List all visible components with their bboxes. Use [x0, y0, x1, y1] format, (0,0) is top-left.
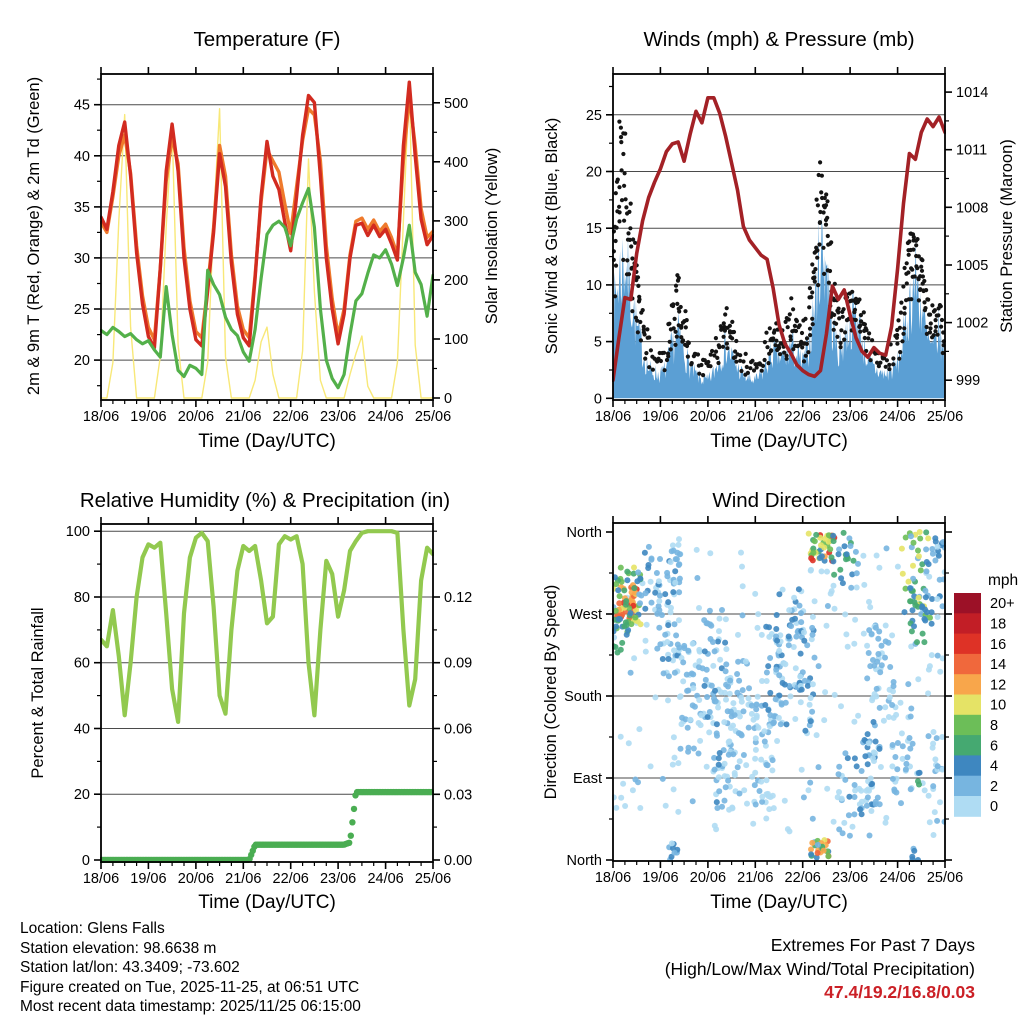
svg-text:South: South	[564, 689, 602, 705]
humidity-precip-x-axis-label: Time (Day/UTC)	[198, 892, 336, 913]
svg-text:22/06: 22/06	[272, 871, 309, 887]
svg-text:500: 500	[444, 95, 469, 112]
svg-text:80: 80	[73, 590, 90, 606]
winds-pressure-chart	[586, 67, 988, 425]
speed-colorbar	[954, 593, 1015, 817]
wind-left-axis-label: Sonic Wind & Gust (Blue, Black)	[543, 117, 561, 355]
temperature-chart-title: Temperature (F)	[193, 28, 341, 51]
extremes-title: Extremes For Past 7 Days	[770, 935, 975, 955]
svg-text:0: 0	[593, 391, 602, 408]
svg-text:45: 45	[73, 97, 90, 114]
svg-text:23/06: 23/06	[831, 870, 869, 886]
svg-text:6: 6	[990, 738, 999, 755]
svg-text:100: 100	[444, 332, 469, 348]
station-info-created: Figure created on Tue, 2025-11-25, at 06:51 UTC	[20, 978, 360, 996]
svg-text:0.03: 0.03	[444, 787, 473, 804]
temperature-chart	[74, 67, 468, 425]
svg-text:35: 35	[73, 199, 90, 216]
direction-left-axis-label: Direction (Colored By Speed)	[542, 584, 560, 800]
svg-text:25/06: 25/06	[414, 409, 452, 425]
series-total-rainfall	[98, 789, 435, 863]
svg-text:1014: 1014	[956, 85, 989, 102]
svg-text:22/06: 22/06	[272, 409, 309, 425]
humidity-precip-chart	[66, 517, 472, 887]
svg-text:25/06: 25/06	[926, 409, 964, 425]
svg-text:30: 30	[73, 250, 90, 267]
svg-text:24/06: 24/06	[879, 870, 916, 886]
svg-text:0.00: 0.00	[444, 853, 473, 869]
svg-text:20: 20	[73, 787, 90, 804]
svg-text:400: 400	[444, 154, 469, 171]
wind-direction-x-axis-label: Time (Day/UTC)	[710, 892, 848, 913]
station-info-timestamp: Most recent data timestamp: 2025/11/25 06:15:00	[20, 998, 361, 1016]
extremes-subtitle: (High/Low/Max Wind/Total Precipitation)	[664, 958, 975, 979]
svg-text:0: 0	[444, 391, 453, 407]
svg-text:25: 25	[585, 107, 602, 124]
series-2m-temperature	[101, 82, 433, 348]
svg-text:200: 200	[444, 272, 469, 289]
svg-text:1008: 1008	[956, 200, 989, 217]
svg-text:0: 0	[81, 853, 90, 869]
svg-text:5: 5	[593, 334, 602, 351]
svg-text:25/06: 25/06	[414, 871, 452, 887]
winds-pressure-chart-title: Winds (mph) & Pressure (mb)	[643, 28, 915, 51]
humidity-precip-chart-title: Relative Humidity (%) & Precipitation (in)	[79, 489, 451, 512]
extremes-summary	[535, 934, 975, 1005]
svg-text:999: 999	[956, 373, 981, 390]
svg-text:21/06: 21/06	[737, 409, 774, 425]
svg-text:18/06: 18/06	[594, 409, 632, 425]
wind-direction-chart	[564, 516, 1015, 886]
svg-text:23/06: 23/06	[319, 871, 357, 887]
svg-text:20/06: 20/06	[689, 409, 727, 425]
svg-text:20: 20	[585, 164, 602, 181]
svg-text:10: 10	[990, 697, 1007, 714]
svg-text:22/06: 22/06	[784, 870, 821, 886]
temperature-left-axis-label: 2m & 9m T (Red, Orange) & 2m Td (Green)	[25, 76, 43, 396]
station-info	[20, 919, 361, 1017]
svg-text:40: 40	[73, 721, 90, 738]
svg-text:16: 16	[990, 636, 1007, 653]
svg-text:18/06: 18/06	[82, 409, 120, 425]
svg-text:4: 4	[990, 758, 999, 775]
svg-text:24/06: 24/06	[367, 409, 404, 425]
svg-text:300: 300	[444, 213, 469, 230]
svg-text:60: 60	[73, 655, 90, 672]
svg-text:East: East	[572, 771, 602, 787]
svg-text:21/06: 21/06	[225, 871, 262, 887]
winds-pressure-x-axis-label: Time (Day/UTC)	[710, 431, 848, 452]
pressure-right-axis-label: Station Pressure (Maroon)	[998, 139, 1016, 333]
temperature-x-axis-label: Time (Day/UTC)	[198, 431, 336, 452]
humidity-left-axis-label: Percent & Total Rainfall	[29, 607, 47, 779]
svg-text:8: 8	[990, 717, 999, 734]
svg-text:100: 100	[65, 524, 90, 541]
svg-text:19/06: 19/06	[130, 409, 167, 425]
series-wind-gust	[612, 120, 946, 378]
svg-text:20/06: 20/06	[177, 409, 215, 425]
svg-text:18/06: 18/06	[594, 870, 632, 886]
station-info-elevation: Station elevation: 98.6638 m	[20, 939, 217, 957]
svg-text:10: 10	[585, 277, 602, 294]
svg-text:North: North	[566, 525, 602, 541]
svg-text:21/06: 21/06	[737, 870, 774, 886]
svg-text:0: 0	[990, 799, 999, 816]
svg-text:West: West	[569, 607, 602, 623]
series-9m-temperature	[101, 97, 433, 340]
colorbar-unit-label: mph	[988, 572, 1019, 589]
svg-text:1011: 1011	[956, 142, 988, 159]
svg-text:19/06: 19/06	[642, 409, 679, 425]
svg-text:20/06: 20/06	[177, 871, 215, 887]
svg-text:15: 15	[585, 221, 602, 238]
svg-text:24/06: 24/06	[879, 409, 916, 425]
svg-text:19/06: 19/06	[642, 870, 679, 886]
svg-text:18: 18	[990, 616, 1007, 633]
series-relative-humidity	[101, 531, 433, 722]
extremes-values: 47.4/19.2/16.8/0.03	[824, 982, 975, 1002]
svg-text:0.12: 0.12	[444, 590, 473, 606]
series-2m-dewpoint	[101, 189, 433, 388]
svg-text:25: 25	[73, 302, 90, 318]
svg-text:20/06: 20/06	[689, 870, 727, 886]
svg-text:20: 20	[73, 353, 90, 370]
svg-text:0.06: 0.06	[444, 721, 473, 738]
svg-text:23/06: 23/06	[319, 409, 357, 425]
svg-text:40: 40	[73, 148, 90, 165]
svg-text:2: 2	[990, 778, 999, 795]
svg-text:22/06: 22/06	[784, 409, 821, 425]
svg-text:20+: 20+	[990, 596, 1015, 613]
solar-right-axis-label: Solar Insolation (Yellow)	[483, 147, 501, 325]
svg-text:18/06: 18/06	[82, 871, 120, 887]
svg-text:1002: 1002	[956, 315, 989, 332]
svg-text:21/06: 21/06	[225, 409, 262, 425]
wind-direction-chart-title: Wind Direction	[712, 489, 846, 512]
svg-text:24/06: 24/06	[367, 871, 404, 887]
svg-text:1005: 1005	[956, 258, 989, 274]
station-info-location: Location: Glens Falls	[20, 920, 165, 937]
station-info-latlon: Station lat/lon: 43.3409; -73.602	[20, 959, 240, 977]
svg-text:North: North	[566, 853, 602, 869]
svg-text:0.09: 0.09	[444, 655, 473, 672]
svg-text:14: 14	[990, 657, 1007, 673]
svg-text:12: 12	[990, 677, 1007, 694]
svg-text:25/06: 25/06	[926, 870, 964, 886]
svg-text:23/06: 23/06	[831, 409, 869, 425]
svg-text:19/06: 19/06	[130, 871, 167, 887]
